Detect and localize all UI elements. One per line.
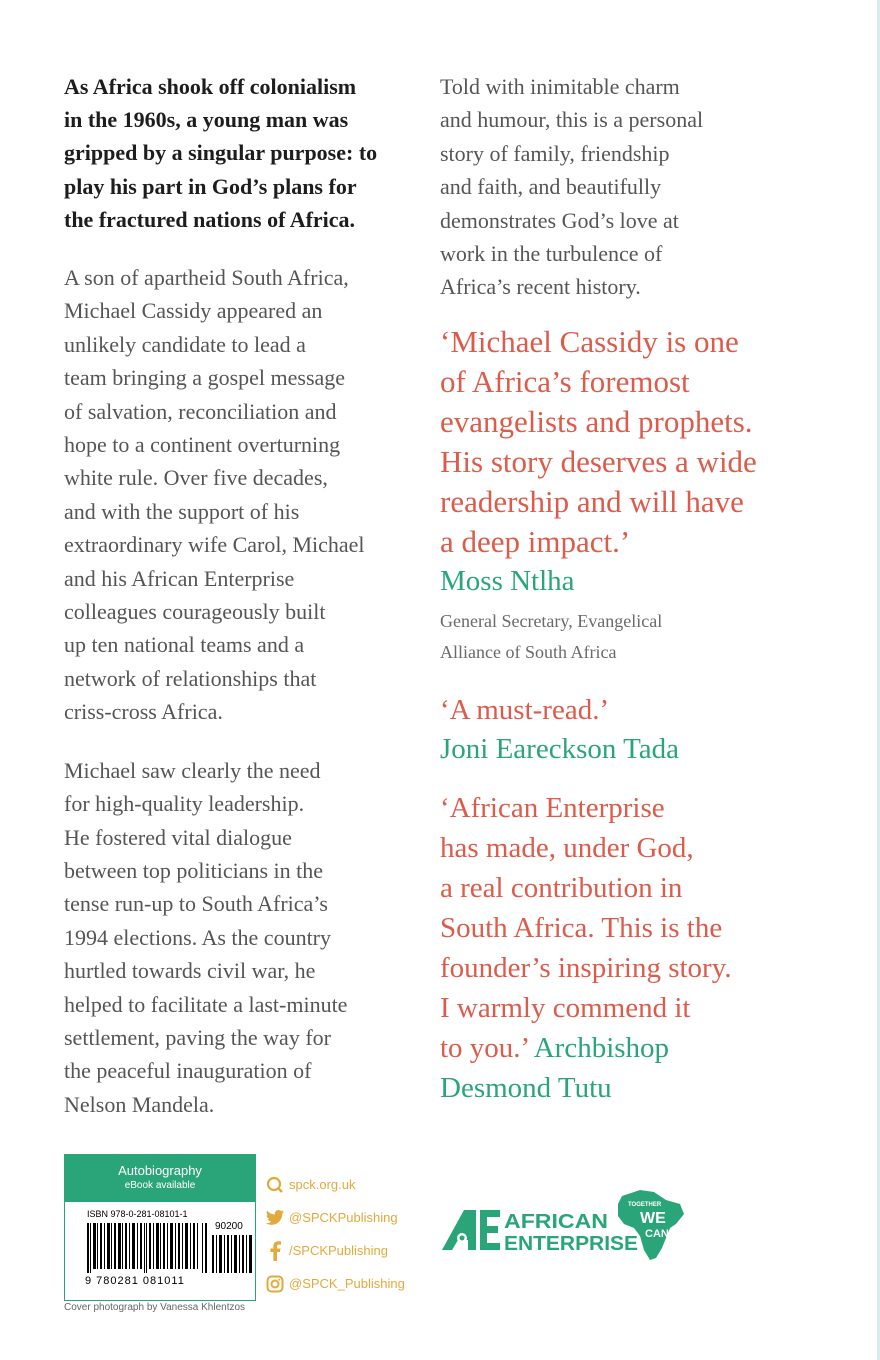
body-paragraph-1: A son of apartheid South Africa, Michael Cassidy appeared an unlikely candidate to lead a team bringing a gospel message of salvation, reconciliation and hope to a continent overturning white rule. Over five decades, and with the support of his extraordinary wife Carol, Michael and his African Enterprise colleagues courageously built up ten national teams and a network of relationships that criss-cross Africa.: [64, 265, 365, 725]
twitter-link[interactable]: @SPCKPublishing: [265, 1201, 405, 1234]
intro-paragraph: Told with inimitable charm and humour, this is a personal story of family, friendship and faith, and beautifully demonstrates God’s love at work in the turbulence of Africa’s recent history.: [440, 74, 704, 300]
instagram-link[interactable]: @SPCK_Publishing: [265, 1267, 405, 1300]
quote3-last-line: to you.’: [440, 1031, 529, 1064]
instagram-icon: [265, 1274, 285, 1294]
isbn-box: [64, 1154, 256, 1301]
twitter-icon: [265, 1208, 285, 1228]
quote1-author-role: General Secretary, Evangelical Alliance of South Africa: [440, 610, 663, 662]
badge-text-3: CAN: [645, 1228, 669, 1240]
search-icon: [265, 1175, 285, 1195]
lead-paragraph: As Africa shook off colonialism in the 1960s, a young man was gripped by a singular purpose: to play his part in God’s plans for the fractured nations of Africa.: [64, 74, 378, 232]
quote3-author-title: Archbishop: [533, 1031, 670, 1064]
ebook-label: eBook available: [124, 1180, 196, 1191]
ae-monogram-icon: [442, 1210, 500, 1250]
ean-digits: 9 780281 081011: [85, 1275, 185, 1287]
barcode-icon: [87, 1223, 207, 1273]
body-paragraph-2: Michael saw clearly the need for high-quality leadership. He fostered vital dialogue between top politicians in the tense run-up to South Africa’s 1994 elections. As the country hurtled towards civil war, he helped to facilitate a last-minute settlement, paving the way for the peaceful inauguration of Nelson Mandela.: [64, 757, 348, 1117]
photo-credit: Cover photograph by Vanessa Khlentzos: [64, 1302, 246, 1313]
isbn-number: ISBN 978-0-281-08101-1: [87, 1209, 188, 1219]
logo-line-2: ENTERPRISE: [504, 1233, 638, 1255]
left-column: [64, 70, 424, 1146]
facebook-icon: [265, 1241, 285, 1261]
logo-line-1: AFRICAN: [504, 1211, 608, 1233]
endorsement-quote-3: ‘African Enterprise has made, under God, a real contribution in South Africa. This is the founder’s inspiring story. I warmly commend it to you.’ Archbishop Desmond Tutu: [440, 788, 820, 1108]
endorsement-quote-2: ‘A must-read.’: [440, 693, 610, 726]
badge-text-1: TOGETHER: [628, 1202, 662, 1208]
quote2-author: Joni Eareckson Tada: [440, 732, 680, 765]
endorsement-quote-1: ‘Michael Cassidy is one of Africa’s foremost evangelists and prophets. His story deserves a wide readership and will have a deep impact.’: [440, 323, 757, 559]
price-code: 90200: [215, 1221, 243, 1232]
price-barcode-icon: [212, 1235, 254, 1273]
quote1-author: Moss Ntlha: [440, 564, 575, 597]
right-column: [440, 70, 820, 1108]
quote3-author: Desmond Tutu: [440, 1071, 612, 1104]
category-banner: [65, 1155, 255, 1202]
african-enterprise-logo: [440, 1188, 690, 1264]
category-label: Autobiography: [118, 1163, 202, 1178]
facebook-link[interactable]: /SPCKPublishing: [265, 1234, 405, 1267]
social-links: [265, 1168, 405, 1300]
website-link[interactable]: spck.org.uk: [265, 1168, 405, 1201]
badge-text-2: WE: [640, 1210, 666, 1227]
